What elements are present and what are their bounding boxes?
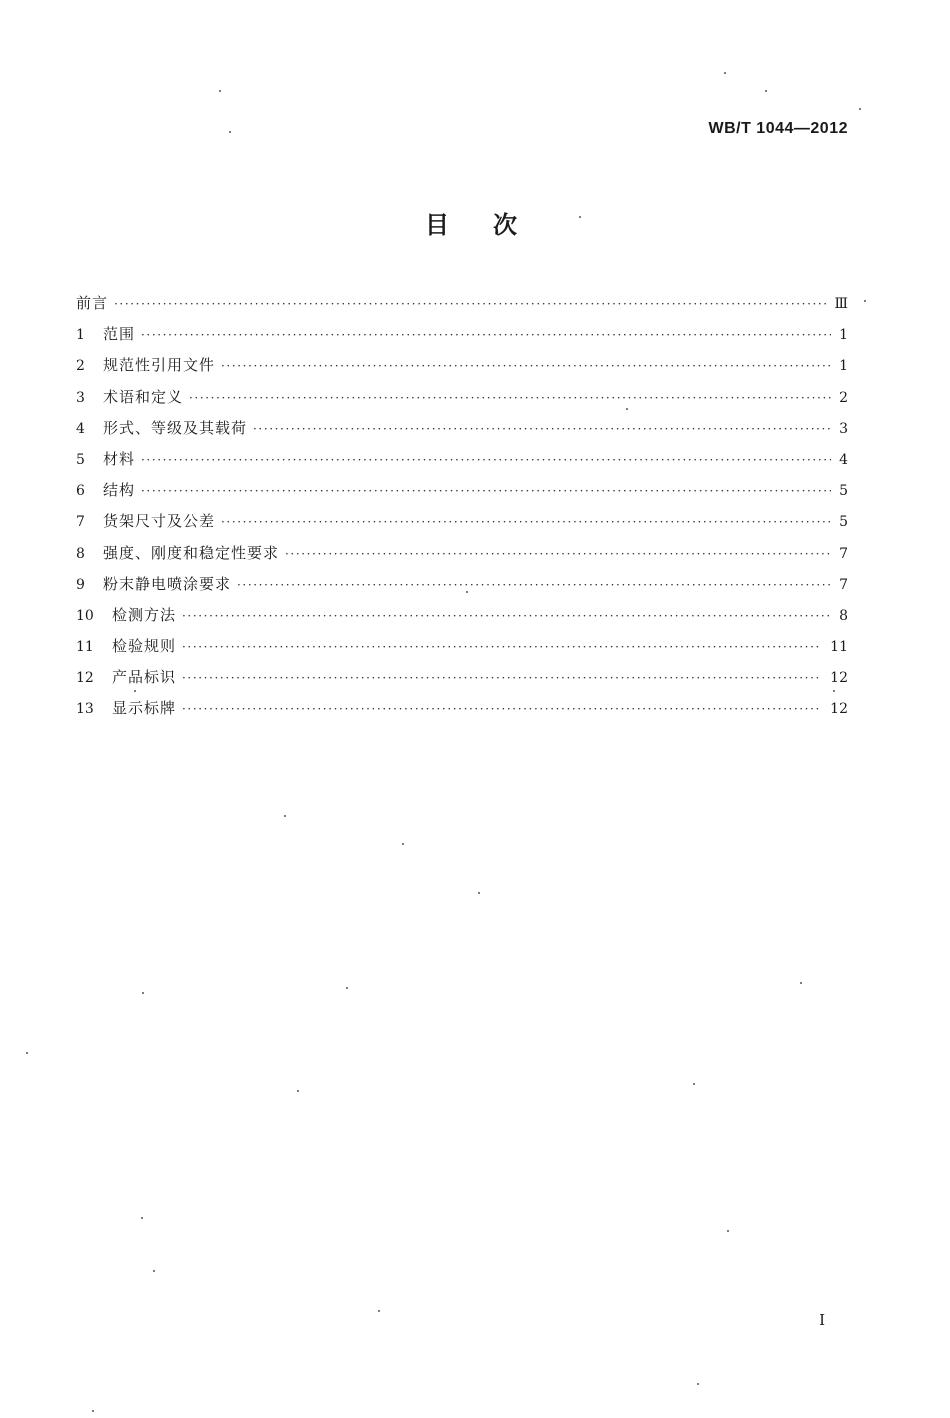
dot-leader [285,539,831,570]
scan-speck [466,591,468,593]
toc-entry-label: 产品标识 [112,668,177,687]
toc-entry-label: 检测方法 [112,605,177,624]
toc-entry[interactable] [76,413,848,444]
toc-entry-label: 术语和定义 [103,387,184,406]
toc-entry[interactable] [76,600,848,631]
table-of-contents [76,288,848,725]
page-number: I [819,1311,825,1329]
toc-entry-label: 强度、刚度和稳定性要求 [103,543,280,562]
scan-speck [141,1217,143,1219]
dot-leader [141,445,831,476]
scan-speck [297,1090,299,1092]
scan-speck [92,1410,94,1412]
toc-entry[interactable] [76,350,848,381]
toc-entry-page: 2 [839,389,848,406]
dot-leader [253,414,831,445]
scan-speck [626,408,628,410]
scan-speck [697,1383,699,1385]
toc-entry-number: 6 [76,483,85,500]
dot-leader [221,351,831,382]
scan-speck [765,90,767,92]
dot-leader [182,694,822,725]
scan-speck [579,216,581,218]
toc-entry-label: 显示标牌 [112,699,177,718]
toc-entry[interactable] [76,569,848,600]
scan-speck [26,1052,28,1054]
dot-leader [182,663,822,694]
toc-entry-number: 9 [76,576,85,593]
toc-entry-page: 5 [839,483,848,500]
scan-speck [153,1270,155,1272]
toc-entry-number: 2 [76,358,85,375]
toc-entry-page: 5 [839,514,848,531]
toc-entry-number: 4 [76,420,85,437]
scan-speck [833,690,835,692]
toc-entry[interactable] [76,662,848,693]
toc-entry-number: 13 [76,701,94,718]
toc-entry-label: 范围 [103,325,136,344]
scan-speck [402,843,404,845]
dot-leader [221,507,831,538]
toc-entry-number: 3 [76,389,85,406]
toc-entry-number: 5 [76,451,85,468]
toc-entry-label: 粉末静电喷涂要求 [103,574,232,593]
toc-entry[interactable] [76,382,848,413]
toc-entry-number: 10 [76,607,94,624]
scan-speck [229,131,231,133]
toc-entry[interactable] [76,506,848,537]
toc-entry-page: 1 [839,358,848,375]
scan-speck [800,982,802,984]
dot-leader [114,289,826,320]
page-title: 目次 [425,211,561,239]
scan-speck [859,108,861,110]
toc-entry-page: 7 [839,576,848,593]
dot-leader [182,632,822,663]
scan-speck [134,690,136,692]
toc-entry-page: Ⅲ [834,296,848,312]
standard-code: WB/T 1044—2012 [708,120,848,137]
toc-entry-page: 4 [839,451,848,468]
dot-leader [141,476,831,507]
toc-entry-label: 检验规则 [112,637,177,656]
toc-entry-label: 货架尺寸及公差 [103,512,216,531]
toc-entry-page: 8 [839,607,848,624]
toc-entry[interactable] [76,631,848,662]
toc-entry-label: 材料 [103,449,136,468]
scan-speck [478,892,480,894]
toc-entry[interactable] [76,693,848,724]
scan-speck [864,300,866,302]
toc-entry-label: 规范性引用文件 [103,356,216,375]
dot-leader [237,570,831,601]
toc-entry-label: 结构 [103,481,136,500]
scan-speck [727,1230,729,1232]
dot-leader [189,383,831,414]
toc-entry-page: 11 [830,639,848,656]
scan-speck [724,72,726,74]
toc-entry-page: 12 [830,670,848,687]
toc-entry[interactable] [76,319,848,350]
toc-entry[interactable] [76,538,848,569]
toc-entry[interactable] [76,288,848,319]
toc-entry-page: 12 [830,701,848,718]
toc-entry-number: 7 [76,514,85,531]
scan-speck [142,992,144,994]
scan-speck [346,987,348,989]
toc-entry-number: 11 [76,639,94,656]
toc-entry[interactable] [76,475,848,506]
toc-entry-label: 前言 [76,294,109,312]
toc-entry-page: 3 [839,420,848,437]
scan-speck [284,815,286,817]
toc-entry-number: 8 [76,545,85,562]
toc-entry-label: 形式、等级及其载荷 [103,418,248,437]
dot-leader [182,601,831,632]
toc-entry[interactable] [76,444,848,475]
scan-speck [693,1083,695,1085]
toc-entry-page: 1 [839,327,848,344]
scan-speck [378,1310,380,1312]
toc-entry-number: 1 [76,327,85,344]
scan-speck [219,90,221,92]
dot-leader [141,320,831,351]
toc-entry-page: 7 [839,545,848,562]
toc-entry-number: 12 [76,670,94,687]
